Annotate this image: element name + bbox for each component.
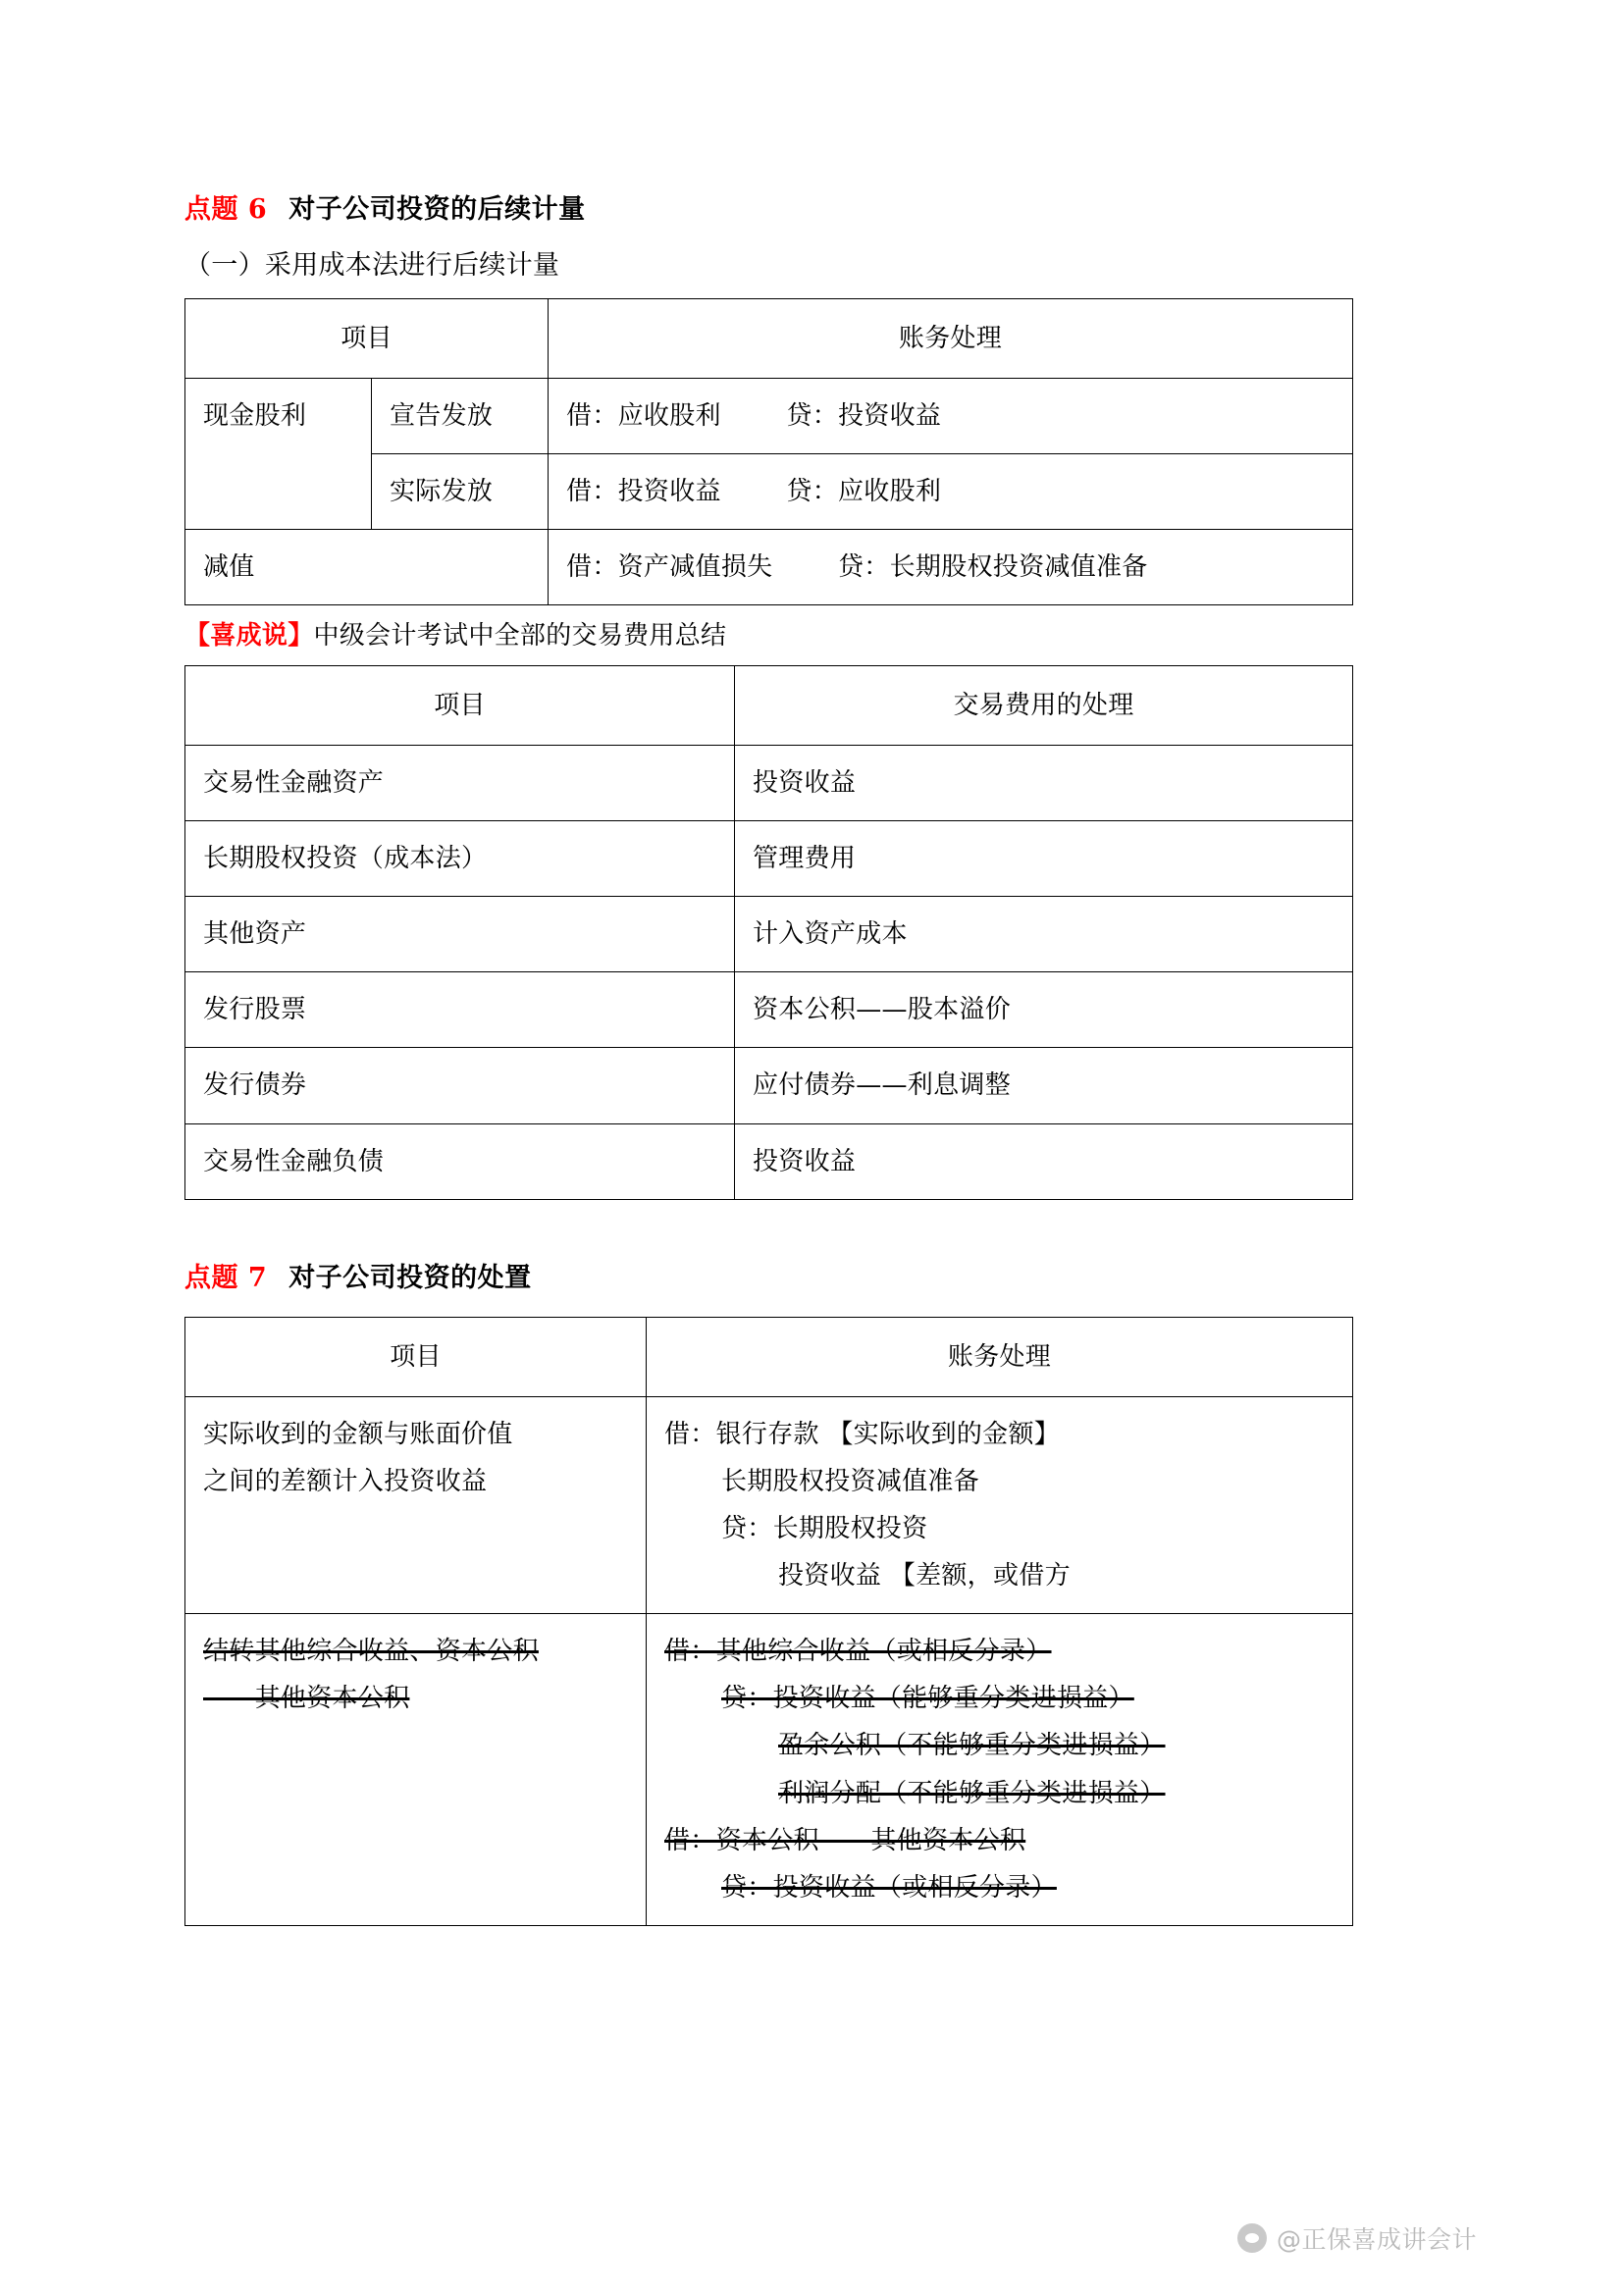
journal-line: 借：资产减值损失 — [566, 551, 773, 582]
table-row — [185, 972, 1353, 1048]
weibo-icon — [1237, 2223, 1267, 2253]
weibo-watermark — [1237, 2220, 1477, 2256]
document-content — [184, 192, 1358, 1926]
cost-item-label: 交易性金融资产 — [203, 768, 385, 799]
cost-item-label: 其他资产 — [203, 919, 307, 950]
table-header-item-label: 项目 — [390, 1341, 442, 1372]
cost-item-cell — [185, 1123, 735, 1199]
disposal-item-cell-struck — [185, 1614, 647, 1926]
row-treatment-impairment — [549, 529, 1353, 604]
row-group-label: 现金股利 — [203, 400, 307, 431]
journal-line: 贷：长期股权投资 — [721, 1514, 928, 1544]
row-treatment-actual — [549, 453, 1353, 529]
cost-item-label: 长期股权投资（成本法） — [203, 844, 488, 874]
cost-item-cell — [185, 1048, 735, 1123]
table-header-treatment-label: 账务处理 — [947, 1341, 1052, 1372]
cost-item-label: 发行债券 — [203, 1070, 307, 1101]
disposal-item-block — [185, 1614, 646, 1736]
disposal-treatment-cell — [647, 1396, 1353, 1613]
journal-line: 贷：投资收益（或相反分录） — [721, 1872, 1057, 1903]
table-row — [185, 821, 1353, 897]
cost-treatment-label: 投资收益 — [753, 768, 857, 799]
table-header-item-label: 项目 — [341, 323, 393, 353]
section2-heading-title: 对子公司投资的处置 — [288, 1262, 532, 1293]
journal-line: 长期股权投资减值准备 — [721, 1466, 980, 1496]
xicheng-note-text: 中级会计考试中全部的交易费用总结 — [313, 620, 727, 651]
section1-heading — [184, 192, 1358, 227]
row-group-cash-dividend — [185, 378, 372, 529]
journal-entry-block — [549, 530, 1352, 604]
table-header-cell-item — [185, 1317, 647, 1396]
disposal-table — [184, 1317, 1353, 1926]
cost-item-cell — [185, 897, 735, 972]
journal-line: 盈余公积（不能够重分类进损益） — [778, 1731, 1166, 1761]
transaction-cost-table — [184, 665, 1353, 1200]
row-sub-label: 宣告发放 — [390, 400, 494, 431]
cost-method-table — [184, 298, 1353, 605]
xicheng-note-tag: 【喜成说】 — [184, 620, 314, 651]
section-spacer — [184, 1200, 1358, 1261]
cost-treatment-label: 资本公积——股本溢价 — [753, 995, 1012, 1025]
section1-heading-title: 对子公司投资的后续计量 — [288, 194, 586, 225]
journal-line: 贷：应收股利 — [786, 476, 942, 506]
table-row — [185, 1048, 1353, 1123]
cost-treatment-cell — [735, 821, 1353, 897]
disposal-item-line: ——其他资本公积 — [203, 1684, 410, 1714]
table-row — [185, 529, 1353, 604]
table-header-row — [185, 298, 1353, 378]
table-header-cell-item — [185, 666, 735, 746]
cost-treatment-cell — [735, 897, 1353, 972]
section1-subheading: （一）采用成本法进行后续计量 — [184, 250, 560, 282]
table-header-cell-treatment — [647, 1317, 1353, 1396]
cost-treatment-cell — [735, 972, 1353, 1048]
journal-entry-block — [549, 454, 1352, 529]
cost-treatment-cell — [735, 1048, 1353, 1123]
xicheng-note — [184, 619, 1358, 653]
table-header-cell-treatment — [549, 298, 1353, 378]
table-header-treatment-label: 账务处理 — [898, 323, 1003, 353]
disposal-item-line: 结转其他综合收益、资本公积 — [203, 1637, 539, 1667]
table-row — [185, 1123, 1353, 1199]
cost-treatment-cell — [735, 746, 1353, 821]
cost-item-cell — [185, 972, 735, 1048]
journal-line: 贷：投资收益（能够重分类进损益） — [721, 1684, 1134, 1714]
cost-treatment-label: 投资收益 — [753, 1146, 857, 1176]
cost-treatment-label: 计入资产成本 — [753, 919, 908, 950]
table-row — [185, 1396, 1353, 1613]
table-row — [185, 897, 1353, 972]
disposal-item-line: 实际收到的金额与账面价值 — [203, 1419, 513, 1449]
journal-entry-block — [549, 379, 1352, 453]
row-sub-actual — [372, 453, 549, 529]
cost-item-label: 发行股票 — [203, 995, 307, 1025]
journal-line: 借：应收股利 — [566, 400, 721, 431]
section1-heading-tag: 点题 6 — [184, 194, 268, 225]
journal-entry-block — [647, 1614, 1352, 1925]
journal-line: 借：其他综合收益（或相反分录） — [664, 1637, 1052, 1667]
row-group-label: 减值 — [203, 551, 255, 582]
table-header-cell-treatment — [735, 666, 1353, 746]
journal-line: 利润分配（不能够重分类进损益） — [778, 1778, 1166, 1808]
journal-line: 借：投资收益 — [566, 476, 721, 506]
row-sub-declared — [372, 378, 549, 453]
disposal-treatment-cell-struck — [647, 1614, 1353, 1926]
table-header-cell-item — [185, 298, 549, 378]
cost-treatment-cell — [735, 1123, 1353, 1199]
table-header-item-label: 项目 — [434, 691, 486, 720]
row-group-impairment — [185, 529, 549, 604]
cost-item-label: 交易性金融负债 — [203, 1146, 385, 1176]
disposal-item-line: 之间的差额计入投资收益 — [203, 1466, 488, 1496]
weibo-handle: @正保喜成讲会计 — [1276, 2225, 1477, 2254]
cost-item-cell — [185, 821, 735, 897]
disposal-item-block — [185, 1397, 646, 1519]
table-header-treatment-label: 交易费用的处理 — [953, 691, 1134, 720]
row-treatment-declared — [549, 378, 1353, 453]
journal-line: 贷：投资收益 — [786, 400, 942, 431]
journal-line: 贷：长期股权投资减值准备 — [838, 551, 1148, 582]
journal-line: 投资收益 【差额，或借方 — [778, 1561, 1071, 1591]
table-row — [185, 1614, 1353, 1926]
row-sub-label: 实际发放 — [390, 476, 494, 506]
section2-heading — [184, 1261, 1358, 1295]
cost-treatment-label: 管理费用 — [753, 844, 857, 874]
table-row — [185, 746, 1353, 821]
journal-entry-block — [647, 1397, 1352, 1613]
journal-line: 借：资本公积——其他资本公积 — [664, 1825, 1026, 1855]
journal-line: 借：银行存款 【实际收到的金额】 — [664, 1419, 1061, 1449]
cost-item-cell — [185, 746, 735, 821]
section2-heading-tag: 点题 7 — [184, 1262, 268, 1293]
table-row — [185, 378, 1353, 453]
table-header-row — [185, 666, 1353, 746]
disposal-item-cell — [185, 1396, 647, 1613]
cost-treatment-label: 应付债券——利息调整 — [753, 1070, 1012, 1101]
table-header-row — [185, 1317, 1353, 1396]
